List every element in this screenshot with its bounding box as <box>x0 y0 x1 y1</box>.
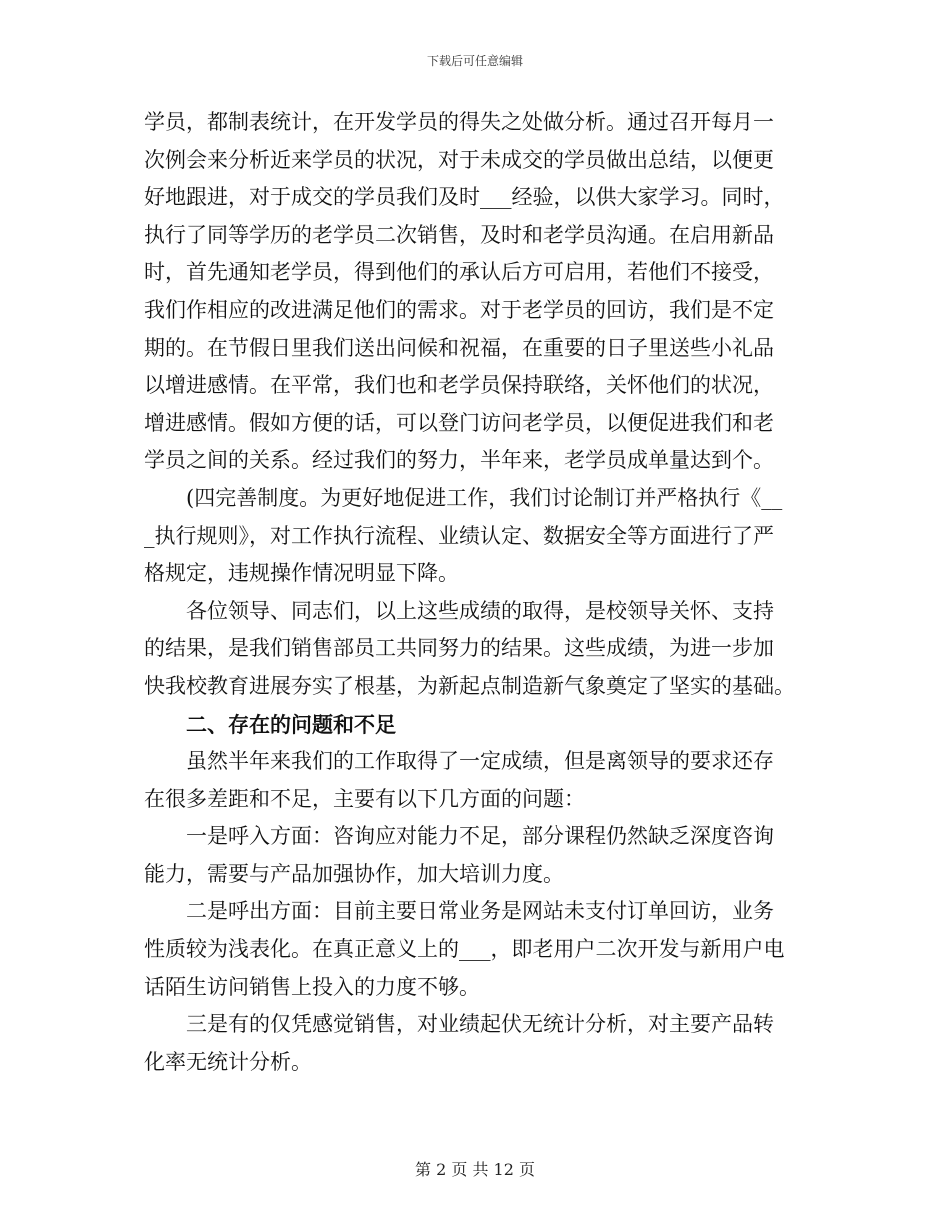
text-line: 话陌生访问销售上投入的力度不够。 <box>144 974 480 999</box>
text-line: 的结果，是我们销售部员工共同努力的结果。这些成绩，为进一步加 <box>144 636 774 661</box>
paragraph-system-improvement <box>144 480 806 593</box>
paragraph-problem-inbound <box>144 818 806 893</box>
text-line: 三是有的仅凭感觉销售，对业绩起伏无统计分析，对主要产品转 <box>186 1012 774 1037</box>
paragraph-problems-intro <box>144 743 806 818</box>
text-line: 虽然半年来我们的工作取得了一定成绩，但是离领导的要求还存 <box>186 749 774 774</box>
page-header-text: 下载后可任意编辑 <box>426 54 523 68</box>
text-line: 学员之间的关系。经过我们的努力，半年来，老学员成单量达到个。 <box>144 448 774 473</box>
page-number-footer: 第 2 页 共 12 页 <box>415 1160 535 1179</box>
text-line: 能力，需要与产品加强协作，加大培训力度。 <box>144 861 564 886</box>
text-line: 好地跟进，对于成交的学员我们及时___经验，以供大家学习。同时， <box>144 185 785 210</box>
text-line: 学员，都制表统计，在开发学员的得失之处做分析。通过召开每月一 <box>144 110 774 134</box>
text-line: 时，首先通知老学员，得到他们的承认后方可启用，若他们不接受， <box>144 260 774 285</box>
paragraph-student-followup <box>144 104 806 480</box>
section-heading-text: 二、存在的问题和不足 <box>186 711 396 737</box>
text-line: 增进感情。假如方便的话，可以登门访问老学员，以便促进我们和老 <box>144 410 774 435</box>
text-line: 在很多差距和不足，主要有以下几方面的问题： <box>144 786 585 811</box>
document-body <box>144 104 806 1081</box>
text-line: 各位领导、同志们，以上这些成绩的取得，是校领导关怀、支持 <box>186 598 774 623</box>
paragraph-achievements-summary <box>144 593 806 706</box>
paragraph-problem-outbound <box>144 893 806 1006</box>
text-line: 化率无统计分析。 <box>144 1049 312 1074</box>
text-line: 快我校教育进展夯实了根基，为新起点制造新气象奠定了坚实的基础。 <box>144 673 795 698</box>
text-line: 性质较为浅表化。在真正意义上的___，即老用户二次开发与新用户电 <box>144 937 785 962</box>
text-line: 以增进感情。在平常，我们也和老学员保持联络，关怀他们的状况， <box>144 373 774 398</box>
text-line: 次例会来分析近来学员的状况，对于未成交的学员做出总结，以便更 <box>144 147 774 172</box>
text-line: 二是呼出方面：目前主要日常业务是网站未支付订单回访，业务 <box>186 899 774 924</box>
text-line: _执行规则》，对工作执行流程、业绩认定、数据安全等方面进行了严 <box>144 523 774 548</box>
paragraph-problem-analysis <box>144 1006 806 1081</box>
text-line: 一是呼入方面：咨询应对能力不足，部分课程仍然缺乏深度咨询 <box>186 824 774 849</box>
section-heading <box>144 706 806 744</box>
text-line: (四完善制度。为更好地促进工作，我们讨论制订并严格执行《__ <box>186 485 783 510</box>
text-line: 我们作相应的改进满足他们的需求。对于老学员的回访，我们是不定 <box>144 297 774 322</box>
text-line: 期的。在节假日里我们送出问候和祝福，在重要的日子里送些小礼品 <box>144 335 774 360</box>
text-line: 执行了同等学历的老学员二次销售，及时和老学员沟通。在启用新品 <box>144 222 774 247</box>
text-line: 格规定，违规操作情况明显下降。 <box>144 561 459 586</box>
